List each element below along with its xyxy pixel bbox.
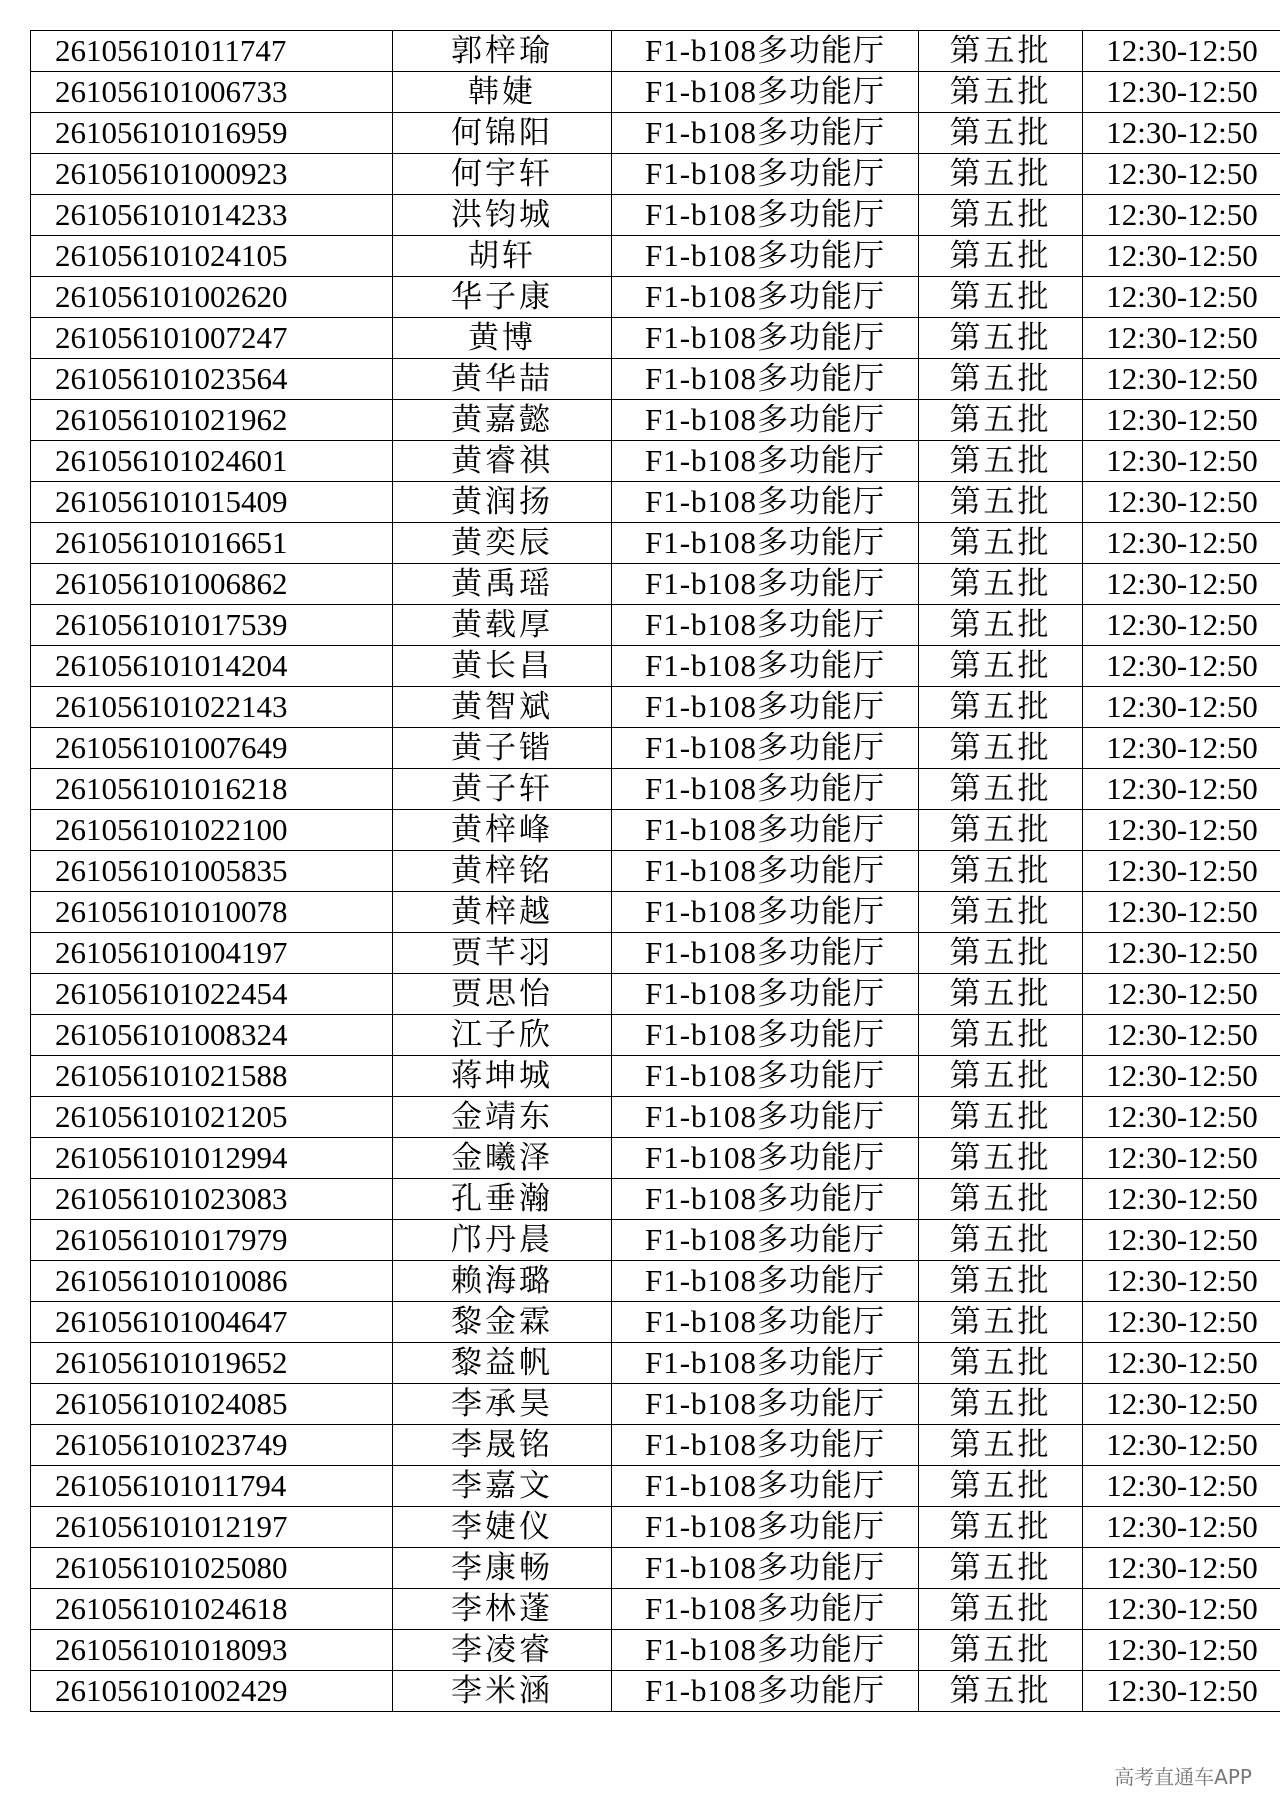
table-row	[31, 1425, 1280, 1466]
time-slot-cell: 12:30-12:50	[1083, 1548, 1280, 1589]
batch-cell: 第五批	[919, 359, 1083, 400]
exam-id-cell: 261056101016651	[31, 523, 393, 564]
table-row	[31, 1220, 1280, 1261]
exam-id-cell: 261056101010086	[31, 1261, 393, 1302]
time-slot-cell: 12:30-12:50	[1083, 1179, 1280, 1220]
table-row	[31, 892, 1280, 933]
student-name-cell: 李承昊	[393, 1384, 612, 1425]
student-name-cell: 黄睿祺	[393, 441, 612, 482]
time-slot-cell: 12:30-12:50	[1083, 154, 1280, 195]
student-name-cell: 何宇轩	[393, 154, 612, 195]
table-row	[31, 482, 1280, 523]
table-row	[31, 1671, 1280, 1712]
time-slot-cell: 12:30-12:50	[1083, 277, 1280, 318]
table-row	[31, 154, 1280, 195]
student-name-cell: 胡轩	[393, 236, 612, 277]
table-row	[31, 646, 1280, 687]
exam-id-cell: 261056101015409	[31, 482, 393, 523]
batch-cell: 第五批	[919, 892, 1083, 933]
exam-id-cell: 261056101010078	[31, 892, 393, 933]
time-slot-cell: 12:30-12:50	[1083, 1138, 1280, 1179]
room-cell: F1-b108多功能厅	[612, 72, 919, 113]
exam-id-cell: 261056101000923	[31, 154, 393, 195]
room-cell: F1-b108多功能厅	[612, 687, 919, 728]
student-name-cell: 黄博	[393, 318, 612, 359]
schedule-table-body	[31, 31, 1280, 1712]
room-cell: F1-b108多功能厅	[612, 359, 919, 400]
table-row	[31, 277, 1280, 318]
student-name-cell: 黄华喆	[393, 359, 612, 400]
exam-id-cell: 261056101011747	[31, 31, 393, 72]
exam-id-cell: 261056101014233	[31, 195, 393, 236]
table-row	[31, 1343, 1280, 1384]
table-row	[31, 1548, 1280, 1589]
room-cell: F1-b108多功能厅	[612, 933, 919, 974]
time-slot-cell: 12:30-12:50	[1083, 72, 1280, 113]
time-slot-cell: 12:30-12:50	[1083, 195, 1280, 236]
exam-id-cell: 261056101022100	[31, 810, 393, 851]
time-slot-cell: 12:30-12:50	[1083, 482, 1280, 523]
student-name-cell: 李凌睿	[393, 1630, 612, 1671]
time-slot-cell: 12:30-12:50	[1083, 359, 1280, 400]
room-cell: F1-b108多功能厅	[612, 1589, 919, 1630]
time-slot-cell: 12:30-12:50	[1083, 810, 1280, 851]
batch-cell: 第五批	[919, 1261, 1083, 1302]
room-cell: F1-b108多功能厅	[612, 605, 919, 646]
exam-id-cell: 261056101021205	[31, 1097, 393, 1138]
table-row	[31, 523, 1280, 564]
student-name-cell: 黄嘉懿	[393, 400, 612, 441]
batch-cell: 第五批	[919, 523, 1083, 564]
table-row	[31, 1630, 1280, 1671]
room-cell: F1-b108多功能厅	[612, 31, 919, 72]
exam-id-cell: 261056101004197	[31, 933, 393, 974]
room-cell: F1-b108多功能厅	[612, 892, 919, 933]
batch-cell: 第五批	[919, 277, 1083, 318]
time-slot-cell: 12:30-12:50	[1083, 933, 1280, 974]
student-name-cell: 贾芊羽	[393, 933, 612, 974]
table-row	[31, 236, 1280, 277]
table-row	[31, 1179, 1280, 1220]
table-row	[31, 1302, 1280, 1343]
room-cell: F1-b108多功能厅	[612, 482, 919, 523]
table-row	[31, 1466, 1280, 1507]
student-name-cell: 蒋坤城	[393, 1056, 612, 1097]
student-name-cell: 金靖东	[393, 1097, 612, 1138]
table-row	[31, 31, 1280, 72]
room-cell: F1-b108多功能厅	[612, 1261, 919, 1302]
exam-id-cell: 261056101024618	[31, 1589, 393, 1630]
exam-id-cell: 261056101016959	[31, 113, 393, 154]
time-slot-cell: 12:30-12:50	[1083, 1302, 1280, 1343]
batch-cell: 第五批	[919, 1056, 1083, 1097]
student-name-cell: 李林蓬	[393, 1589, 612, 1630]
table-row	[31, 400, 1280, 441]
student-name-cell: 邝丹晨	[393, 1220, 612, 1261]
exam-id-cell: 261056101024085	[31, 1384, 393, 1425]
exam-id-cell: 261056101022454	[31, 974, 393, 1015]
exam-id-cell: 261056101002429	[31, 1671, 393, 1712]
student-name-cell: 何锦阳	[393, 113, 612, 154]
exam-id-cell: 261056101021588	[31, 1056, 393, 1097]
exam-id-cell: 261056101023749	[31, 1425, 393, 1466]
table-row	[31, 974, 1280, 1015]
time-slot-cell: 12:30-12:50	[1083, 523, 1280, 564]
room-cell: F1-b108多功能厅	[612, 1097, 919, 1138]
table-row	[31, 113, 1280, 154]
batch-cell: 第五批	[919, 1015, 1083, 1056]
batch-cell: 第五批	[919, 195, 1083, 236]
student-name-cell: 李康畅	[393, 1548, 612, 1589]
room-cell: F1-b108多功能厅	[612, 400, 919, 441]
time-slot-cell: 12:30-12:50	[1083, 441, 1280, 482]
student-name-cell: 郭梓瑜	[393, 31, 612, 72]
exam-id-cell: 261056101007247	[31, 318, 393, 359]
batch-cell: 第五批	[919, 769, 1083, 810]
room-cell: F1-b108多功能厅	[612, 318, 919, 359]
batch-cell: 第五批	[919, 1425, 1083, 1466]
watermark-text: 高考直通车APP	[1114, 1765, 1252, 1789]
batch-cell: 第五批	[919, 236, 1083, 277]
exam-id-cell: 261056101022143	[31, 687, 393, 728]
table-row	[31, 72, 1280, 113]
room-cell: F1-b108多功能厅	[612, 236, 919, 277]
batch-cell: 第五批	[919, 1302, 1083, 1343]
student-name-cell: 黄长昌	[393, 646, 612, 687]
batch-cell: 第五批	[919, 933, 1083, 974]
student-name-cell: 黄载厚	[393, 605, 612, 646]
exam-id-cell: 261056101023083	[31, 1179, 393, 1220]
batch-cell: 第五批	[919, 1138, 1083, 1179]
time-slot-cell: 12:30-12:50	[1083, 1630, 1280, 1671]
exam-id-cell: 261056101024105	[31, 236, 393, 277]
table-row	[31, 1138, 1280, 1179]
room-cell: F1-b108多功能厅	[612, 1548, 919, 1589]
table-row	[31, 1015, 1280, 1056]
student-name-cell: 华子康	[393, 277, 612, 318]
time-slot-cell: 12:30-12:50	[1083, 236, 1280, 277]
table-row	[31, 1097, 1280, 1138]
batch-cell: 第五批	[919, 482, 1083, 523]
student-name-cell: 黄梓峰	[393, 810, 612, 851]
room-cell: F1-b108多功能厅	[612, 1425, 919, 1466]
time-slot-cell: 12:30-12:50	[1083, 1261, 1280, 1302]
room-cell: F1-b108多功能厅	[612, 564, 919, 605]
time-slot-cell: 12:30-12:50	[1083, 113, 1280, 154]
time-slot-cell: 12:30-12:50	[1083, 1589, 1280, 1630]
table-row	[31, 933, 1280, 974]
exam-id-cell: 261056101006862	[31, 564, 393, 605]
batch-cell: 第五批	[919, 31, 1083, 72]
table-row	[31, 810, 1280, 851]
time-slot-cell: 12:30-12:50	[1083, 1384, 1280, 1425]
room-cell: F1-b108多功能厅	[612, 1671, 919, 1712]
student-name-cell: 江子欣	[393, 1015, 612, 1056]
exam-id-cell: 261056101016218	[31, 769, 393, 810]
time-slot-cell: 12:30-12:50	[1083, 564, 1280, 605]
batch-cell: 第五批	[919, 974, 1083, 1015]
batch-cell: 第五批	[919, 728, 1083, 769]
student-name-cell: 黄子轩	[393, 769, 612, 810]
student-name-cell: 黄禹瑶	[393, 564, 612, 605]
batch-cell: 第五批	[919, 851, 1083, 892]
time-slot-cell: 12:30-12:50	[1083, 1425, 1280, 1466]
batch-cell: 第五批	[919, 646, 1083, 687]
time-slot-cell: 12:30-12:50	[1083, 728, 1280, 769]
batch-cell: 第五批	[919, 154, 1083, 195]
student-name-cell: 金曦泽	[393, 1138, 612, 1179]
room-cell: F1-b108多功能厅	[612, 1384, 919, 1425]
student-name-cell: 黄梓铭	[393, 851, 612, 892]
batch-cell: 第五批	[919, 605, 1083, 646]
exam-id-cell: 261056101012994	[31, 1138, 393, 1179]
batch-cell: 第五批	[919, 441, 1083, 482]
student-name-cell: 黄智斌	[393, 687, 612, 728]
table-row	[31, 1056, 1280, 1097]
table-row	[31, 1507, 1280, 1548]
room-cell: F1-b108多功能厅	[612, 646, 919, 687]
time-slot-cell: 12:30-12:50	[1083, 1671, 1280, 1712]
student-name-cell: 李嘉文	[393, 1466, 612, 1507]
batch-cell: 第五批	[919, 113, 1083, 154]
time-slot-cell: 12:30-12:50	[1083, 1056, 1280, 1097]
table-row	[31, 441, 1280, 482]
time-slot-cell: 12:30-12:50	[1083, 892, 1280, 933]
time-slot-cell: 12:30-12:50	[1083, 1466, 1280, 1507]
exam-id-cell: 261056101021962	[31, 400, 393, 441]
batch-cell: 第五批	[919, 1507, 1083, 1548]
batch-cell: 第五批	[919, 1466, 1083, 1507]
room-cell: F1-b108多功能厅	[612, 154, 919, 195]
exam-id-cell: 261056101004647	[31, 1302, 393, 1343]
table-row	[31, 1589, 1280, 1630]
time-slot-cell: 12:30-12:50	[1083, 851, 1280, 892]
batch-cell: 第五批	[919, 400, 1083, 441]
table-row	[31, 687, 1280, 728]
batch-cell: 第五批	[919, 687, 1083, 728]
exam-id-cell: 261056101017979	[31, 1220, 393, 1261]
room-cell: F1-b108多功能厅	[612, 1179, 919, 1220]
time-slot-cell: 12:30-12:50	[1083, 1343, 1280, 1384]
exam-id-cell: 261056101006733	[31, 72, 393, 113]
time-slot-cell: 12:30-12:50	[1083, 31, 1280, 72]
time-slot-cell: 12:30-12:50	[1083, 318, 1280, 359]
room-cell: F1-b108多功能厅	[612, 1138, 919, 1179]
exam-id-cell: 261056101014204	[31, 646, 393, 687]
room-cell: F1-b108多功能厅	[612, 851, 919, 892]
room-cell: F1-b108多功能厅	[612, 769, 919, 810]
table-row	[31, 769, 1280, 810]
room-cell: F1-b108多功能厅	[612, 1466, 919, 1507]
student-name-cell: 李米涵	[393, 1671, 612, 1712]
batch-cell: 第五批	[919, 1179, 1083, 1220]
room-cell: F1-b108多功能厅	[612, 1343, 919, 1384]
table-row	[31, 605, 1280, 646]
batch-cell: 第五批	[919, 1589, 1083, 1630]
table-row	[31, 851, 1280, 892]
table-row	[31, 564, 1280, 605]
batch-cell: 第五批	[919, 1343, 1083, 1384]
table-row	[31, 318, 1280, 359]
batch-cell: 第五批	[919, 72, 1083, 113]
room-cell: F1-b108多功能厅	[612, 1220, 919, 1261]
exam-id-cell: 261056101012197	[31, 1507, 393, 1548]
room-cell: F1-b108多功能厅	[612, 441, 919, 482]
student-name-cell: 黎金霖	[393, 1302, 612, 1343]
batch-cell: 第五批	[919, 810, 1083, 851]
time-slot-cell: 12:30-12:50	[1083, 769, 1280, 810]
room-cell: F1-b108多功能厅	[612, 1056, 919, 1097]
student-name-cell: 黄梓越	[393, 892, 612, 933]
student-name-cell: 贾思怡	[393, 974, 612, 1015]
batch-cell: 第五批	[919, 1630, 1083, 1671]
exam-id-cell: 261056101024601	[31, 441, 393, 482]
student-name-cell: 黄奕辰	[393, 523, 612, 564]
student-name-cell: 黄子锴	[393, 728, 612, 769]
exam-id-cell: 261056101005835	[31, 851, 393, 892]
exam-id-cell: 261056101025080	[31, 1548, 393, 1589]
student-name-cell: 黎益帆	[393, 1343, 612, 1384]
student-name-cell: 李婕仪	[393, 1507, 612, 1548]
room-cell: F1-b108多功能厅	[612, 1630, 919, 1671]
room-cell: F1-b108多功能厅	[612, 113, 919, 154]
batch-cell: 第五批	[919, 318, 1083, 359]
room-cell: F1-b108多功能厅	[612, 810, 919, 851]
exam-id-cell: 261056101018093	[31, 1630, 393, 1671]
table-row	[31, 1261, 1280, 1302]
batch-cell: 第五批	[919, 1384, 1083, 1425]
student-name-cell: 黄润扬	[393, 482, 612, 523]
batch-cell: 第五批	[919, 1671, 1083, 1712]
time-slot-cell: 12:30-12:50	[1083, 687, 1280, 728]
room-cell: F1-b108多功能厅	[612, 1507, 919, 1548]
exam-id-cell: 261056101002620	[31, 277, 393, 318]
room-cell: F1-b108多功能厅	[612, 974, 919, 1015]
student-name-cell: 韩婕	[393, 72, 612, 113]
time-slot-cell: 12:30-12:50	[1083, 1015, 1280, 1056]
time-slot-cell: 12:30-12:50	[1083, 1507, 1280, 1548]
time-slot-cell: 12:30-12:50	[1083, 646, 1280, 687]
student-name-cell: 李晟铭	[393, 1425, 612, 1466]
exam-id-cell: 261056101008324	[31, 1015, 393, 1056]
time-slot-cell: 12:30-12:50	[1083, 1097, 1280, 1138]
time-slot-cell: 12:30-12:50	[1083, 974, 1280, 1015]
room-cell: F1-b108多功能厅	[612, 195, 919, 236]
room-cell: F1-b108多功能厅	[612, 1015, 919, 1056]
table-row	[31, 728, 1280, 769]
time-slot-cell: 12:30-12:50	[1083, 400, 1280, 441]
table-row	[31, 195, 1280, 236]
table-row	[31, 359, 1280, 400]
student-name-cell: 孔垂瀚	[393, 1179, 612, 1220]
batch-cell: 第五批	[919, 1097, 1083, 1138]
batch-cell: 第五批	[919, 564, 1083, 605]
batch-cell: 第五批	[919, 1548, 1083, 1589]
exam-id-cell: 261056101023564	[31, 359, 393, 400]
room-cell: F1-b108多功能厅	[612, 277, 919, 318]
exam-id-cell: 261056101017539	[31, 605, 393, 646]
student-name-cell: 赖海璐	[393, 1261, 612, 1302]
batch-cell: 第五批	[919, 1220, 1083, 1261]
schedule-table	[30, 30, 1280, 1712]
exam-id-cell: 261056101007649	[31, 728, 393, 769]
exam-id-cell: 261056101019652	[31, 1343, 393, 1384]
exam-id-cell: 261056101011794	[31, 1466, 393, 1507]
time-slot-cell: 12:30-12:50	[1083, 1220, 1280, 1261]
student-name-cell: 洪钧城	[393, 195, 612, 236]
room-cell: F1-b108多功能厅	[612, 728, 919, 769]
table-row	[31, 1384, 1280, 1425]
time-slot-cell: 12:30-12:50	[1083, 605, 1280, 646]
room-cell: F1-b108多功能厅	[612, 523, 919, 564]
room-cell: F1-b108多功能厅	[612, 1302, 919, 1343]
